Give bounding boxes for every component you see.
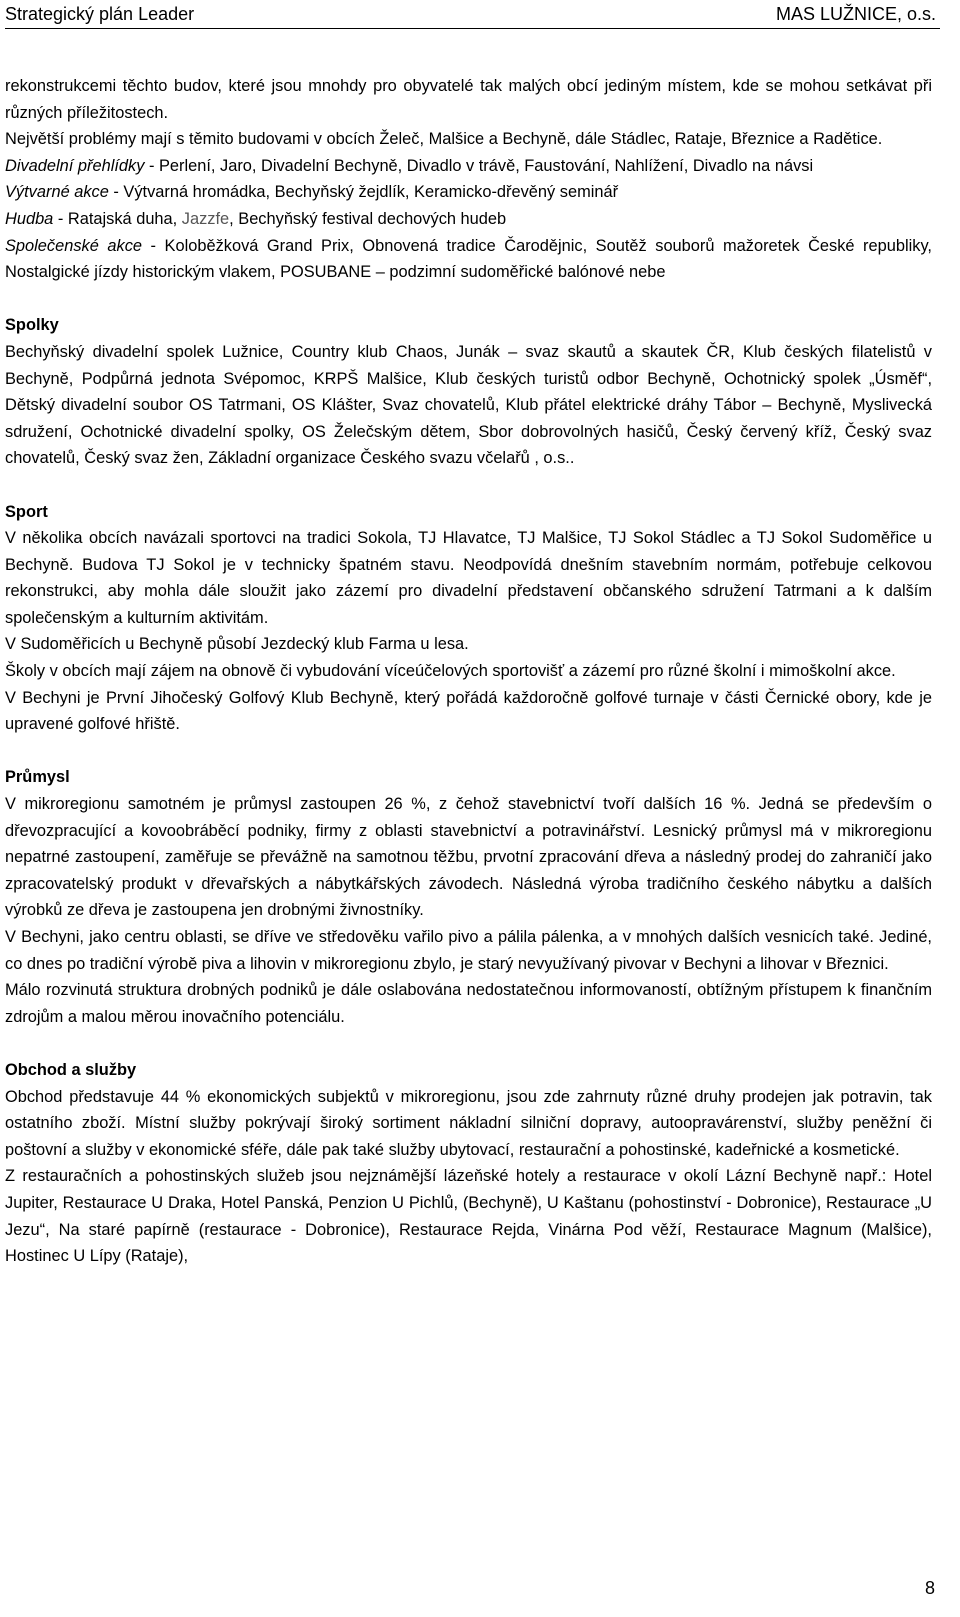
events-music-post: , Bechyňský festival dechových hudeb bbox=[229, 209, 507, 228]
section-heading-sport: Sport bbox=[5, 502, 48, 521]
sport-paragraph-3: Školy v obcích mají zájem na obnově či vybudování víceúčelových sportovišť a zázemí pro různé školní i mimoškolní akce. bbox=[5, 662, 896, 681]
events-music-pre: - Ratajská duha, bbox=[53, 209, 182, 228]
sport-paragraph-4: V Bechyni je První Jihočeský Golfový Klub Bechyně, který pořádá každoročně golfové turnaje v části Černické obory, kde je upravené golfové hřiště. bbox=[5, 688, 932, 734]
events-social-text: - Koloběžková Grand Prix, Obnovená tradice Čarodějnic, Soutěž souborů mažoretek České republiky, Nostalgické jízdy historickým vlakem, POSUBANE – podzimní sudoměřické balónové nebe bbox=[5, 236, 932, 282]
obchod-paragraph-2: Z restauračních a pohostinských služeb jsou nejznámější lázeňské hotely a restaurace v okolí Lázní Bechyně např.: Hotel Jupiter, Restaurace U Draka, Hotel Panská, Penzion U Pichlů, (Bechyně), U Kaštanu (pohostinství - Dobronice), Restaurace „U Jezu“, Na staré papírně (restaurace - Dobronice), Restaurace Rejda, Vinárna Pod věží, Restaurace Magnum (Malšice), Hostinec U Lípy (Rataje), bbox=[5, 1167, 932, 1266]
header-title: Strategický plán Leader bbox=[5, 4, 195, 24]
section-heading-obchod: Obchod a služby bbox=[5, 1060, 137, 1079]
events-art-label: Výtvarné akce bbox=[5, 183, 109, 202]
events-art bbox=[5, 179, 932, 206]
section-heading-spolky: Spolky bbox=[5, 316, 59, 335]
events-social bbox=[5, 233, 932, 286]
sport-paragraph-2: V Sudoměřicích u Bechyně působí Jezdecký klub Farma u lesa. bbox=[5, 635, 469, 654]
events-theatre bbox=[5, 153, 932, 180]
page-number: 8 bbox=[924, 1578, 935, 1598]
events-social-label: Společenské akce bbox=[5, 236, 143, 255]
events-music bbox=[5, 206, 932, 233]
sport-paragraph-1: V několika obcích navázali sportovci na tradici Sokola, TJ Hlavatce, TJ Malšice, TJ Sokol Stádlec a TJ Sokol Sudoměřice u Bechyně. Budova TJ Sokol je v technicky špatném stavu. Neodpovídá dnešním stavebním normám, potřebuje celkovou rekonstrukci, aby mohla dále sloužit jako zázemí pro divadelní představení občanského sdružení Tatrmani a k dalším společenským a kulturním aktivitám. bbox=[5, 529, 932, 627]
header-rule bbox=[5, 28, 940, 29]
events-music-jazz: Jazzfe bbox=[181, 209, 230, 228]
prumysl-paragraph-2: V Bechyni, jako centru oblasti, se dříve ve středověku vařilo pivo a pálila pálenka, a v mnohých dalších vesnicích také. Jediné, co dnes po tradiční výrobě piva a lihovin v mikroregionu zbylo, je starý nevyužívaný pivovar v Bechyni a lihovar v Březnici. bbox=[5, 928, 932, 973]
header-organization: MAS LUŽNICE, o.s. bbox=[775, 4, 936, 24]
events-music-label: Hudba bbox=[5, 209, 54, 228]
intro-paragraph-problems: Největší problémy mají s těmito budovami v obcích Želeč, Malšice a Bechyně, dále Stádlec, Rataje, Březnice a Radětice. bbox=[5, 130, 883, 149]
prumysl-paragraph-3: Málo rozvinutá struktura drobných podniků je dále oslabována nedostatečnou informovaností, obtížným přístupem k finančním zdrojům a malou měrou inovačního potenciálu. bbox=[5, 981, 932, 1026]
spolky-paragraph: Bechyňský divadelní spolek Lužnice, Country klub Chaos, Junák – svaz skautů a skautek ČR, Klub českých filatelistů v Bechyně, Podpůrná jednota Svépomoc, KRPŠ Malšice, Klub českých turistů odbor Bechyně, Ochotnický spolek „Úsměf“, Dětský divadelní soubor OS Tatrmani, OS Klášter, Svaz chovatelů, Klub přátel elektrické dráhy Tábor – Bechyně, Myslivecká sdružení, Ochotnické divadelní spolky, OS Želečským dětem, Sbor dobrovolných hasičů, Český červený kříž, Český svaz chovatelů, Český svaz žen, Základní organizace Českého svazu včelařů , o.s.. bbox=[5, 342, 932, 468]
events-theatre-text: - Perlení, Jaro, Divadelní Bechyně, Divadlo v trávě, Faustování, Nahlížení, Divadlo na návsi bbox=[144, 156, 814, 175]
events-art-text: - Výtvarná hromádka, Bechyňský žejdlík, Keramicko-dřevěný seminář bbox=[108, 183, 619, 202]
prumysl-paragraph-1: V mikroregionu samotném je průmysl zastoupen 26 %, z čehož stavebnictví tvoří dalších 16 %. Jedná se především o dřevozpracující a kovoobráběcí podniky, firmy z oblasti stavebnictví a potravinářství. Lesnický průmysl má v mikroregionu nepatrné zastoupení, zaměřuje se převážně na samotnou těžbu, prvotní zpracování dřeva a následný prodej do zahraničí jako zpracovatelský produkt v dřevařských a nábytkářských závodech. Následná výroba tradičního českého nábytku a dalších výrobků ze dřeva je zastoupena jen drobnými živnostníky. bbox=[5, 795, 932, 920]
page-content bbox=[5, 73, 932, 1270]
intro-paragraph: rekonstrukcemi těchto budov, které jsou mnohdy pro obyvatelé tak malých obcí jediným místem, kde se mohou setkávat při různých příležitostech. bbox=[5, 77, 932, 122]
section-heading-prumysl: Průmysl bbox=[5, 768, 70, 787]
events-theatre-label: Divadelní přehlídky bbox=[5, 156, 145, 175]
obchod-paragraph-1: Obchod představuje 44 % ekonomických subjektů v mikroregionu, jsou zde zahrnuty různé druhy prodejen jak potravin, tak ostatního zboží. Místní služby pokrývají široký sortiment nákladní silniční dopravy, autoopravárenství, služby peněžní či poštovní a služby v ekonomické sféře, dále pak také služby ubytovací, restaurační a pohostinské, kadeřnické a kosmetické. bbox=[5, 1087, 932, 1159]
